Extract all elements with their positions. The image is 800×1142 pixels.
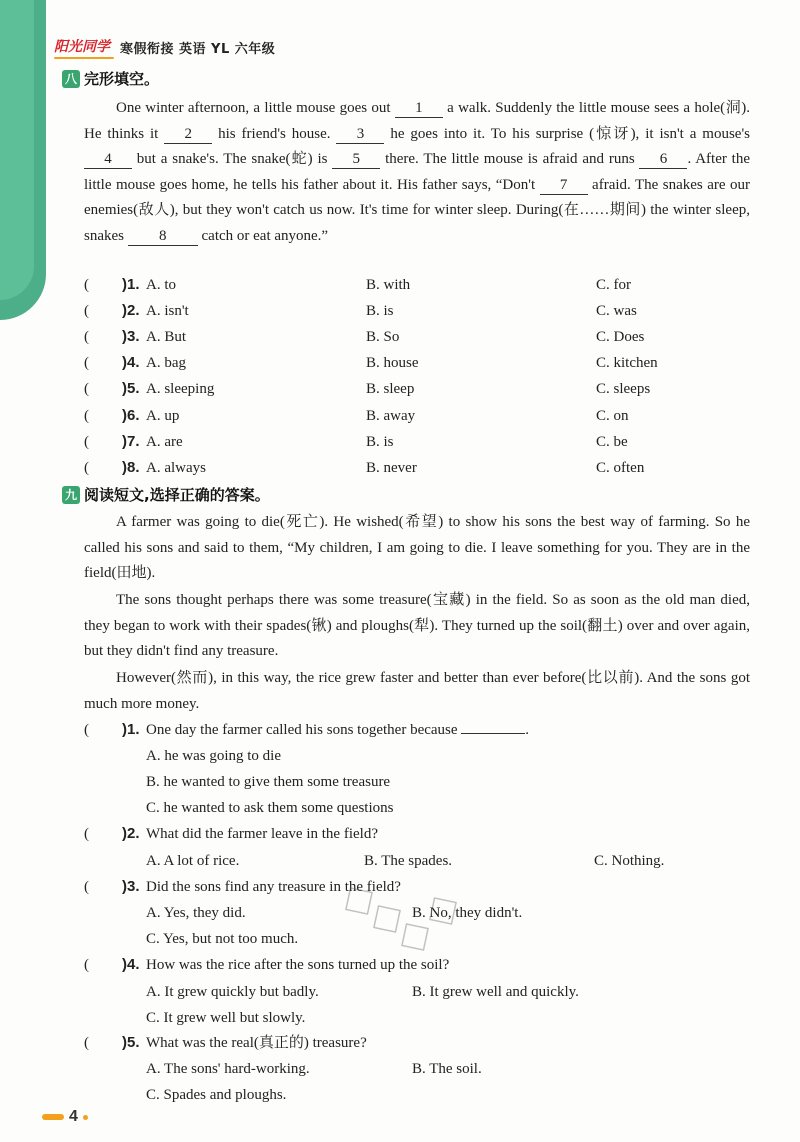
question-number: )4. <box>122 956 140 973</box>
page-number: 4 <box>69 1108 78 1125</box>
section-8-title: 完形填空。 <box>84 70 160 88</box>
paragraph-text: The sons thought perhaps there was some treasure(宝藏) in the field. So as soon as the old man died, they began to work with their spades(锹) and ploughs(犁). They turned up the soil(翻土) over and over again, but they didn't find any treasure. <box>84 592 750 659</box>
paragraph-text: A farmer was going to die(死亡). He wished(希望) to show his sons the best way of farming. So he called his sons and said to them, “My children, I am going to die. I leave something for you. They are in the field(田地). <box>84 514 750 581</box>
choice-c[interactable]: C. Yes, but not too much. <box>146 931 299 947</box>
choice-c[interactable]: C. It grew well but slowly. <box>146 1010 306 1026</box>
section-9-title: 阅读短文,选择正确的答案。 <box>84 486 270 504</box>
question-end: . <box>525 722 530 738</box>
question-number: )1. <box>122 721 140 738</box>
cloze-blank-5[interactable]: 5 <box>332 150 380 169</box>
question-number: )8. <box>122 459 140 476</box>
passage-text: but a snake's. The snake(蛇) is <box>132 151 333 167</box>
answer-bracket[interactable]: ( <box>84 434 89 450</box>
section-9-heading <box>62 484 270 505</box>
answer-bracket[interactable]: ( <box>84 329 89 345</box>
page-header <box>54 36 275 58</box>
cloze-question-row <box>84 273 764 297</box>
choice-b[interactable]: B. The soil. <box>412 1061 482 1077</box>
cloze-blank-3[interactable]: 3 <box>336 125 384 144</box>
question-number: )3. <box>122 328 140 345</box>
option-a[interactable]: A. But <box>146 329 187 345</box>
passage-text: a walk. Suddenly the little mouse sees a hole(洞). He thinks it <box>84 100 751 142</box>
cloze-question-row <box>84 377 764 401</box>
page-bar-decor <box>42 1114 64 1120</box>
question-number: )7. <box>122 433 140 450</box>
question-number: )1. <box>122 276 140 293</box>
answer-bracket[interactable]: ( <box>84 460 89 476</box>
side-decor-band <box>0 0 46 320</box>
choice-a[interactable]: A. It grew quickly but badly. <box>146 984 319 1000</box>
side-decor-band-inner <box>0 0 34 300</box>
question-text: What did the farmer leave in the field? <box>146 826 378 842</box>
option-c[interactable]: C. for <box>596 277 631 293</box>
choice-b[interactable]: B. The spades. <box>364 853 453 869</box>
section-9-badge: 九 <box>62 486 80 504</box>
option-a[interactable]: A. sleeping <box>146 381 215 397</box>
question-number: )5. <box>122 1034 140 1051</box>
option-c[interactable]: C. was <box>596 303 637 319</box>
answer-bracket[interactable]: ( <box>84 826 89 842</box>
passage-text: afraid. The snakes are our enemies(敌人), but they won't catch us now. It's time for winter sleep. During(在……期间) the winter sleep, snakes <box>84 176 750 244</box>
passage-text: One winter afternoon, a little mouse goes out <box>116 100 395 116</box>
choice-b[interactable]: B. It grew well and quickly. <box>412 984 579 1000</box>
section-8-heading <box>62 68 159 89</box>
option-a[interactable]: A. to <box>146 277 176 293</box>
header-title: 寒假衔接 英语 YL 六年级 <box>120 41 276 57</box>
brand-logo: 阳光同学 <box>54 36 110 58</box>
answer-line[interactable] <box>461 719 525 734</box>
option-a[interactable]: A. up <box>146 408 180 424</box>
answer-bracket[interactable]: ( <box>84 303 89 319</box>
option-c[interactable]: C. sleeps <box>596 381 651 397</box>
option-b[interactable]: B. So <box>366 329 400 345</box>
option-c[interactable]: C. often <box>596 460 645 476</box>
choice-a[interactable]: A. he was going to die <box>146 748 281 764</box>
question-number: )2. <box>122 302 140 319</box>
paragraph-text: However(然而), in this way, the rice grew faster and better than ever before(比以前). And the sons got much more money. <box>84 670 750 712</box>
option-a[interactable]: A. are <box>146 434 183 450</box>
question-number: )6. <box>122 407 140 424</box>
option-c[interactable]: C. be <box>596 434 628 450</box>
choice-a[interactable]: A. A lot of rice. <box>146 853 240 869</box>
passage-text: his friend's house. <box>212 125 337 142</box>
cloze-blank-6[interactable]: 6 <box>639 150 687 169</box>
question-text: What was the real(真正的) treasure? <box>146 1035 367 1051</box>
answer-bracket[interactable]: ( <box>84 381 89 397</box>
option-a[interactable]: A. bag <box>146 355 186 371</box>
choice-c[interactable]: C. Nothing. <box>594 853 665 869</box>
option-b[interactable]: B. sleep <box>366 381 415 397</box>
cloze-blank-8[interactable]: 8 <box>128 227 198 246</box>
choice-b[interactable]: B. he wanted to give them some treasure <box>146 774 391 790</box>
question-number: )2. <box>122 825 140 842</box>
option-b[interactable]: B. is <box>366 303 394 319</box>
passage-text: he goes into it. To his surprise (惊讶), it isn't a mouse's <box>384 125 750 142</box>
option-a[interactable]: A. always <box>146 460 206 476</box>
option-b[interactable]: B. with <box>366 277 411 293</box>
reading-paragraph-1 <box>84 510 750 587</box>
choice-c[interactable]: C. he wanted to ask them some questions <box>146 800 394 816</box>
page-number-mark <box>42 1108 88 1126</box>
choice-b[interactable]: B. No, they didn't. <box>412 905 523 921</box>
question-text: How was the rice after the sons turned up the soil? <box>146 957 450 973</box>
cloze-blank-1[interactable]: 1 <box>395 99 443 118</box>
choice-a[interactable]: A. Yes, they did. <box>146 905 246 921</box>
choice-a[interactable]: A. The sons' hard-working. <box>146 1061 310 1077</box>
option-b[interactable]: B. away <box>366 408 416 424</box>
cloze-question-row <box>84 404 764 428</box>
answer-bracket[interactable]: ( <box>84 355 89 371</box>
passage-text: there. The little mouse is afraid and runs <box>380 151 640 167</box>
choice-c[interactable]: C. Spades and ploughs. <box>146 1087 287 1103</box>
option-c[interactable]: C. on <box>596 408 629 424</box>
answer-bracket[interactable]: ( <box>84 1035 89 1051</box>
question-text-wrap <box>146 718 529 742</box>
page-dot-decor <box>83 1115 88 1120</box>
question-number: )4. <box>122 354 140 371</box>
reading-paragraph-3 <box>84 666 750 717</box>
option-c[interactable]: C. Does <box>596 329 645 345</box>
answer-bracket[interactable]: ( <box>84 722 89 738</box>
question-number: )5. <box>122 380 140 397</box>
reading-paragraph-2 <box>84 588 750 665</box>
option-b[interactable]: B. house <box>366 355 419 371</box>
watermark-stamp <box>338 880 468 970</box>
cloze-question-row <box>84 430 764 454</box>
question-text: One day the farmer called his sons together because <box>146 722 458 738</box>
answer-bracket[interactable]: ( <box>84 408 89 424</box>
cloze-blank-7[interactable]: 7 <box>540 176 588 195</box>
passage-text: . After the little mouse goes home, he tells his father about it. His father says, “Don't <box>84 151 750 193</box>
cloze-question-row <box>84 351 764 375</box>
answer-bracket[interactable]: ( <box>84 879 89 895</box>
option-a[interactable]: A. isn't <box>146 303 189 319</box>
cloze-question-row <box>84 456 764 480</box>
answer-bracket[interactable]: ( <box>84 277 89 293</box>
cloze-question-row <box>84 299 764 323</box>
option-b[interactable]: B. is <box>366 434 394 450</box>
cloze-question-row <box>84 325 764 349</box>
cloze-passage <box>84 96 750 249</box>
cloze-blank-2[interactable]: 2 <box>164 125 212 144</box>
answer-bracket[interactable]: ( <box>84 957 89 973</box>
section-8-badge: 八 <box>62 70 80 88</box>
question-number: )3. <box>122 878 140 895</box>
question-text: Did the sons find any treasure in the field? <box>146 879 401 895</box>
cloze-blank-4[interactable]: 4 <box>84 150 132 169</box>
option-c[interactable]: C. kitchen <box>596 355 658 371</box>
option-b[interactable]: B. never <box>366 460 417 476</box>
passage-text: catch or eat anyone.” <box>197 227 329 244</box>
